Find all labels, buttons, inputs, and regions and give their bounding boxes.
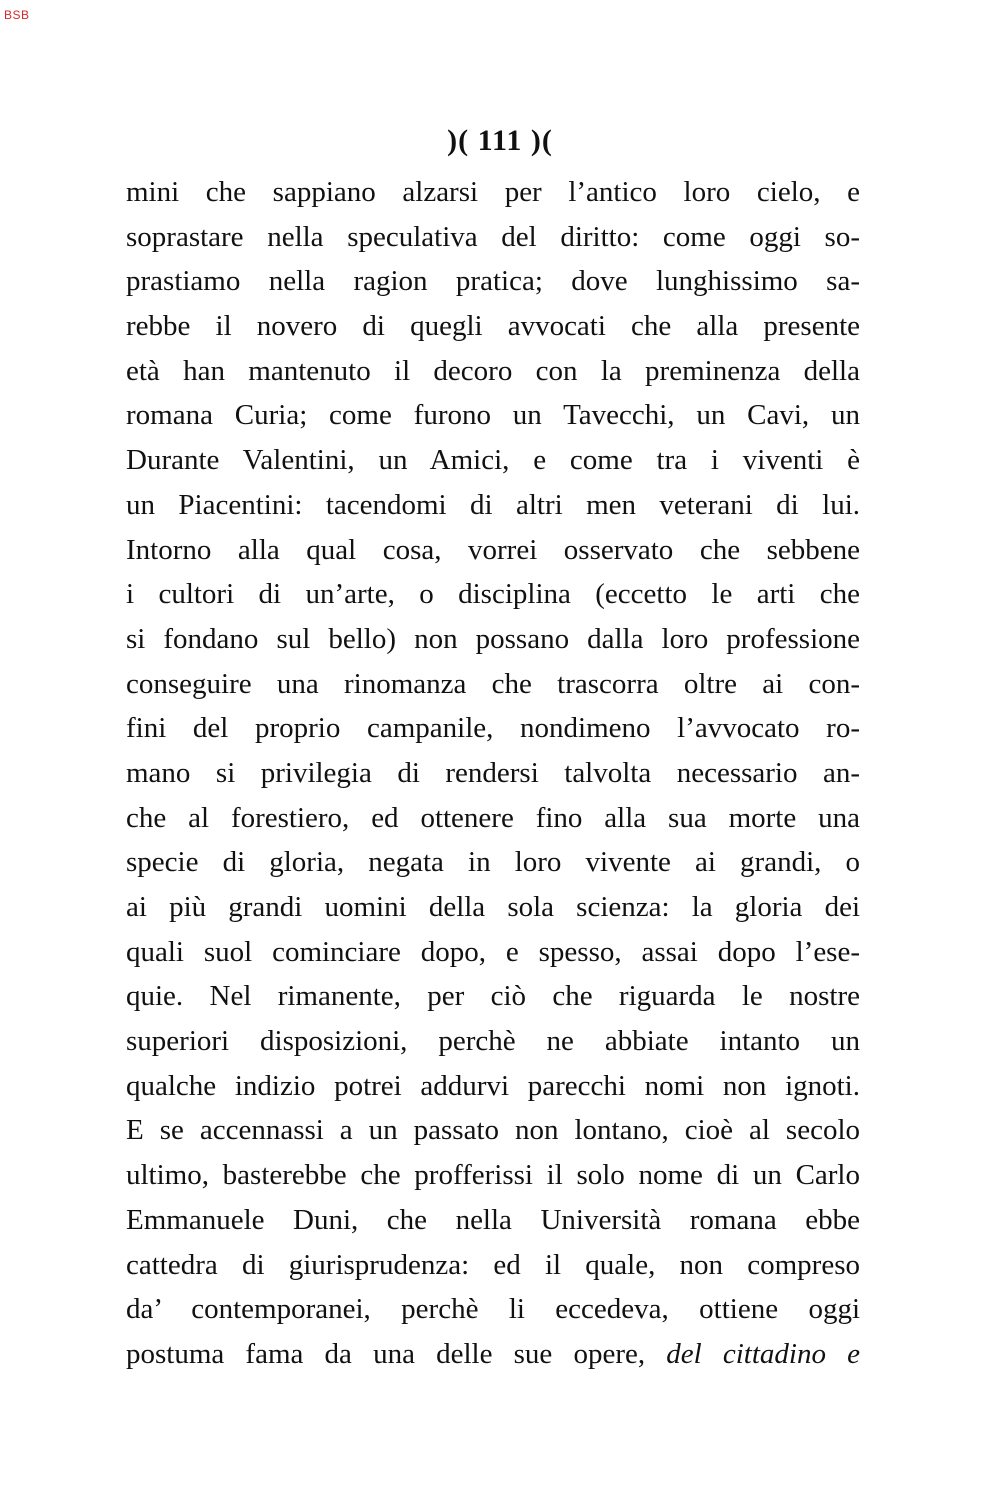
- text-line: qualche indizio potrei addurvi parecchi nomi non ignoti.: [126, 1069, 860, 1102]
- text-line: quali suol cominciare dopo, e spesso, assai dopo l’ese-: [126, 935, 860, 968]
- body-text: [126, 170, 860, 1377]
- text-line: mini che sappiano alzarsi per l’antico loro cielo, e: [126, 176, 860, 208]
- text-line: soprastare nella speculativa del diritto: come oggi so-: [126, 220, 860, 253]
- text-line: E se accennassi a un passato non lontano, cioè al secolo: [126, 1114, 860, 1147]
- text-line: superiori disposizioni, perchè ne abbiate intanto un: [126, 1025, 860, 1058]
- last-line-italic-title: del cittadino e: [666, 1337, 860, 1370]
- text-line: conseguire una rinomanza che trascorra oltre ai con-: [126, 667, 860, 700]
- text-line: età han mantenuto il decoro con la preminenza della: [126, 354, 860, 387]
- text-line: ultimo, basterebbe che profferissi il solo nome di un Carlo: [126, 1159, 860, 1192]
- text-line: rebbe il novero di quegli avvocati che alla presente: [126, 310, 860, 343]
- text-line: si fondano sul bello) non possano dalla loro professione: [126, 622, 860, 655]
- text-line: da’ contemporanei, perchè li eccedeva, ottiene oggi: [126, 1293, 860, 1326]
- text-line: ai più grandi uomini della sola scienza: la gloria dei: [126, 891, 860, 923]
- text-line: fini del proprio campanile, nondimeno l’avvocato ro-: [126, 712, 860, 745]
- text-line: Durante Valentini, un Amici, e come tra i viventi è: [126, 444, 860, 477]
- text-line: un Piacentini: tacendomi di altri men veterani di lui.: [126, 488, 860, 521]
- text-line: i cultori di un’arte, o disciplina (eccetto le arti che: [126, 578, 860, 611]
- last-line-roman: postuma fama da una delle sue opere,: [126, 1337, 667, 1370]
- text-line: specie di gloria, negata in loro vivente ai grandi, o: [126, 846, 860, 879]
- library-watermark: BSB: [4, 8, 30, 22]
- text-line: Emmanuele Duni, che nella Università romana ebbe: [126, 1203, 860, 1236]
- text-line-last: [126, 1332, 860, 1377]
- text-line: che al forestiero, ed ottenere fino alla sua morte una: [126, 801, 860, 834]
- text-line: quie. Nel rimanente, per ciò che riguarda le nostre: [126, 980, 860, 1013]
- text-line: cattedra di giurisprudenza: ed il quale, non compreso: [126, 1248, 860, 1281]
- text-line: Intorno alla qual cosa, vorrei osservato che sebbene: [126, 533, 860, 566]
- page-number-header: )( 111 )(: [447, 124, 553, 157]
- text-line: mano si privilegia di rendersi talvolta necessario an-: [126, 756, 860, 789]
- text-line: prastiamo nella ragion pratica; dove lunghissimo sa-: [126, 265, 860, 298]
- text-line: romana Curia; come furono un Tavecchi, un Cavi, un: [126, 399, 860, 432]
